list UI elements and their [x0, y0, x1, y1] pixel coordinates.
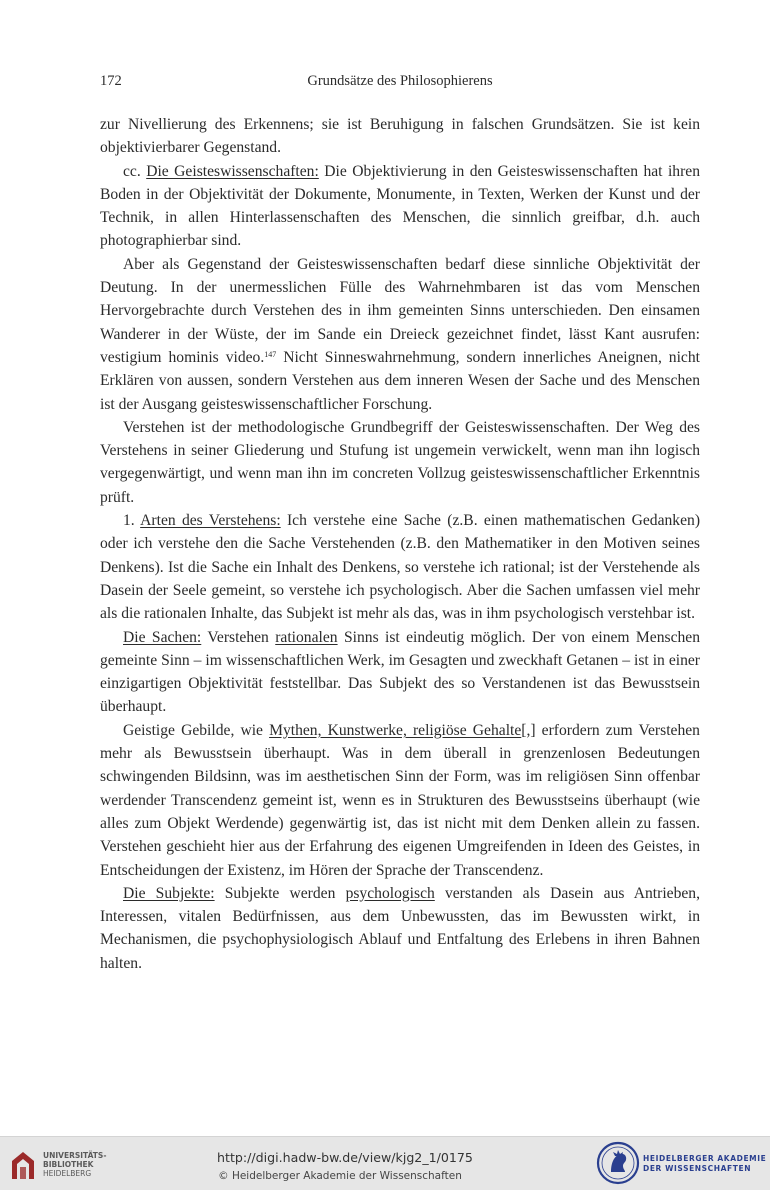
viewer-footer: [0, 1136, 770, 1190]
paragraph: [100, 509, 700, 625]
paragraph: [100, 416, 700, 509]
paragraph: [100, 719, 700, 882]
section-number: cc.: [123, 162, 147, 180]
paragraph-text: verstanden als Dasein aus Antrieben, Interessen, vitalen Bedürfnissen, aus dem Unbewussten, das im Bewussten wirkt, in Mechanismen, die psychophysiologisch Ablauf und Entfaltung des Erlebens in ihren Bahnen halten.: [100, 884, 700, 972]
page-number: 172: [100, 73, 122, 89]
paragraph-text: Geistige Gebilde, wie: [123, 721, 270, 739]
academy-seal-icon[interactable]: [596, 1141, 640, 1185]
paragraph: [100, 113, 700, 160]
body-text: [100, 113, 700, 975]
underlined-term: psychologisch: [345, 884, 435, 902]
section-heading: Die Subjekte:: [123, 884, 215, 902]
permalink-url[interactable]: http://digi.hadw-bw.de/view/kjg2_1/0175: [217, 1150, 473, 1165]
footnote-marker: 147: [264, 349, 277, 359]
paragraph-text: Verstehen: [201, 628, 276, 646]
section-number: 1.: [123, 512, 141, 530]
logo-text: HEIDELBERG: [43, 1169, 92, 1178]
logo-text: BIBLIOTHEK: [43, 1160, 94, 1169]
logo-text: DER WISSENSCHAFTEN: [643, 1163, 752, 1173]
paragraph-text: Die Objektivierung in den Geisteswissenschaften hat ihren Boden in der Objektivität der Dokumente, Monumente, in Texten, Werken der Kunst und der Technik, in allen Hinterlassenschaften des Menschen, die sinnlich greifbar, d.h. auch photographierbar sind.: [100, 162, 700, 250]
paragraph: [100, 882, 700, 975]
paragraph: [100, 160, 700, 253]
logo-text: UNIVERSITÄTS-: [43, 1151, 107, 1160]
section-heading: Arten des Verstehens:: [140, 512, 281, 530]
section-heading: Die Geisteswissenschaften:: [146, 162, 319, 180]
section-heading: Die Sachen:: [123, 628, 202, 646]
paragraph-text: [,] erfordern zum Verstehen mehr als Bewusstsein überhaupt. Was in dem überall in grenzenlosen Bedeutungen schwingenden Bildsinn, was im aesthetischen Sinn der Form, was im religiösen Sinn offenbar werdender Transcendenz gemeint ist, wenn es in Strukturen des Bewusstseins überhaupt (wie alles zum Objekt Werdende) gegenwärtig ist, das ist nicht mit dem Denken allein zu fassen. Verstehen geschieht hier aus der Erfahrung des eigenen Umgreifenden in Ideen des Geistes, in Entscheidungen der Existenz, im Hören der Sprache der Transcendenz.: [100, 721, 700, 879]
running-title: Grundsätze des Philosophierens: [307, 73, 493, 89]
underlined-term: rationalen: [275, 628, 338, 646]
paragraph-text: Sinns ist eindeutig möglich. Der von einem Menschen gemeinte Sinn – im wissenschaftlichen Werk, im Gesagten und zweckhaft Getanen – ist in einer einzigartigen Objektivität feststellbar. Das Subjekt des so Verstandenen ist das Bewusstsein überhaupt.: [100, 628, 701, 716]
logo-text: HEIDELBERGER AKADEMIE: [643, 1154, 767, 1163]
paragraph-text: Subjekte werden: [214, 884, 346, 902]
paragraph-text: Nicht Sinneswahrnehmung, sondern innerliches Aneignen, nicht Erklären von aussen, sondern Verstehen aus dem inneren Wesen der Sache und des Menschen ist der Ausgang geisteswissenschaftlicher Forschung.: [100, 348, 700, 413]
underlined-term: Mythen, Kunstwerke, religiöse Gehalte: [269, 721, 522, 739]
paragraph-text: zur Nivellierung des Erkennens; sie ist Beruhigung in falschen Grundsätzen. Sie ist kein objektivierbarer Gegenstand.: [100, 116, 700, 157]
copyright-notice: © Heidelberger Akademie der Wissenschaften: [218, 1170, 462, 1182]
paragraph-text: Verstehen ist der methodologische Grundbegriff der Geisteswissenschaften. Der Weg des Verstehens in seiner Gliederung und Stufung ist ungemein verwickelt, wenn man ihn logisch vergegenwärtigt, und wenn man ihn im concreten Vollzug geisteswissenschaftlicher Erkenntnis prüft.: [100, 418, 700, 506]
paragraph-text: Ich verstehe eine Sache (z.B. einen mathematischen Gedanken) oder ich verstehe den die Sache Verstehenden (z.B. den Mathematiker in den Motiven seines Denkens). Ist die Sache ein Inhalt des Denkens, so verstehe ich rational; ist der Verstehende als Dasein der Seele gemeint, so verstehe ich psychologisch. Aber die Sachen umfassen viel mehr als die rationalen Inhalte, das Subjekt ist mehr als das, was in ihm psychologisch verstehbar ist.: [100, 512, 701, 623]
paragraph-text: Aber als Gegenstand der Geisteswissenschaften bedarf diese sinnliche Objektivität der Deutung. In der unermesslichen Fülle des Wahrnehmbaren ist das vom Menschen Hervorgebrachte durch Verstehen des in ihm gemeinten Sinns unterschieden. Den einsamen Wanderer in der Wüste, der im Sande ein Dreieck gezeichnet findet, lässt Kant ausrufen: vestigium hominis video.: [100, 255, 700, 366]
paragraph: [100, 626, 700, 719]
paragraph: [100, 253, 700, 416]
academy-name: [643, 1154, 766, 1173]
